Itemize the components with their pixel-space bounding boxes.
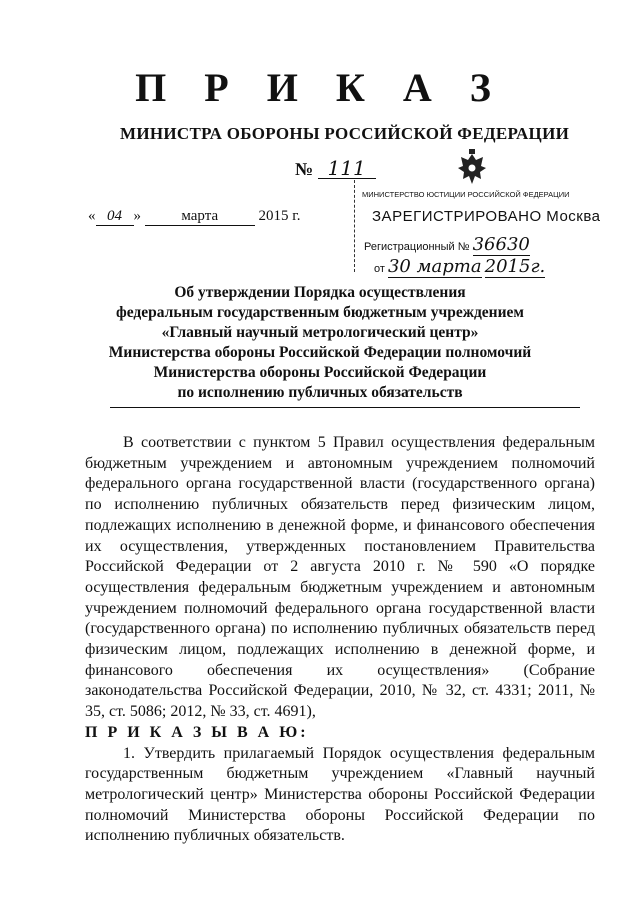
document-title: П Р И К А З: [135, 65, 505, 110]
clause-1-paragraph: 1. Утвердить прилагаемый Порядок осуществления федеральным государственным бюджетным учреждением «Главный научный метрологический центр» Министерства обороны Российской Федерации полномочий Министерства обороны Российской Федерации по исполнению публичных обязательств.: [85, 744, 595, 845]
stamp-year-value: 2015г.: [484, 256, 546, 277]
order-word: П Р И К А З Ы В А Ю:: [85, 723, 309, 741]
registration-stamp: [350, 178, 601, 277]
date-close-quote: »: [133, 208, 141, 224]
heading-divider: [110, 407, 580, 408]
heading-line: Об утверждении Порядка осуществления: [174, 284, 466, 301]
date-day: 04: [96, 208, 134, 226]
stamp-reg-number: 36630: [472, 234, 530, 255]
stamp-city: Москва: [546, 208, 601, 225]
stamp-ministry: МИНИСТЕРСТВО ЮСТИЦИИ РОССИЙСКОЙ ФЕДЕРАЦИИ: [362, 190, 570, 199]
stamp-date-value: 30 марта: [387, 256, 482, 277]
date-year: 2015 г.: [258, 208, 301, 224]
heading-line: Министерства обороны Российской Федерации полномочий: [108, 344, 532, 361]
heading-line: «Главный научный метрологический центр»: [161, 324, 479, 341]
stamp-registered: ЗАРЕГИСТРИРОВАНО: [372, 208, 542, 225]
stamp-reg-number-line: [364, 234, 530, 256]
heading-line: федеральным государственным бюджетным учреждением: [116, 304, 524, 321]
eagle-emblem-icon: [455, 148, 489, 188]
order-date-line: [88, 208, 300, 226]
heading-line: по исполнению публичных обязательств: [177, 384, 463, 401]
order-body: [85, 433, 595, 847]
date-month: марта: [145, 208, 255, 226]
stamp-registered-line: [372, 208, 601, 225]
order-heading: [60, 283, 580, 403]
order-number-line: [295, 158, 376, 180]
stamp-reg-label: Регистрационный №: [364, 241, 470, 253]
stamp-reg-date-line: [374, 256, 545, 278]
order-number-value: 111: [318, 158, 376, 179]
stamp-border: [354, 180, 355, 272]
heading-line: Министерства обороны Российской Федерации: [153, 364, 487, 381]
document-subtitle: МИНИСТРА ОБОРОНЫ РОССИЙСКОЙ ФЕДЕРАЦИИ: [120, 124, 570, 143]
date-open-quote: «: [88, 208, 96, 224]
preamble-paragraph: В соответствии с пунктом 5 Правил осуществления федеральным бюджетным учреждением и автономным учреждением полномочий федерального органа государственной власти (государственного органа) по исполнению публичных обязательств перед физическим лицом, подлежащих исполнению в денежной форме, и финансового обеспечения их осуществления, утвержденных постановлением Правительства Российской Федерации от 2 августа 2010 г. № 590 «О порядке осуществления федеральным бюджетным учреждением и автономным учреждением полномочий федерального органа государственной власти (государственного органа) по исполнению публичных обязательств перед физическим лицом, подлежащих исполнению в денежной форме, и финансового обеспечения их осуществления» (Собрание законодательства Российской Федерации, 2010, № 32, ст. 4331; 2011, № 35, ст. 5086; 2012, № 33, ст. 4691),: [85, 434, 595, 721]
number-prefix: №: [295, 159, 314, 179]
stamp-date-label: от: [374, 263, 385, 275]
